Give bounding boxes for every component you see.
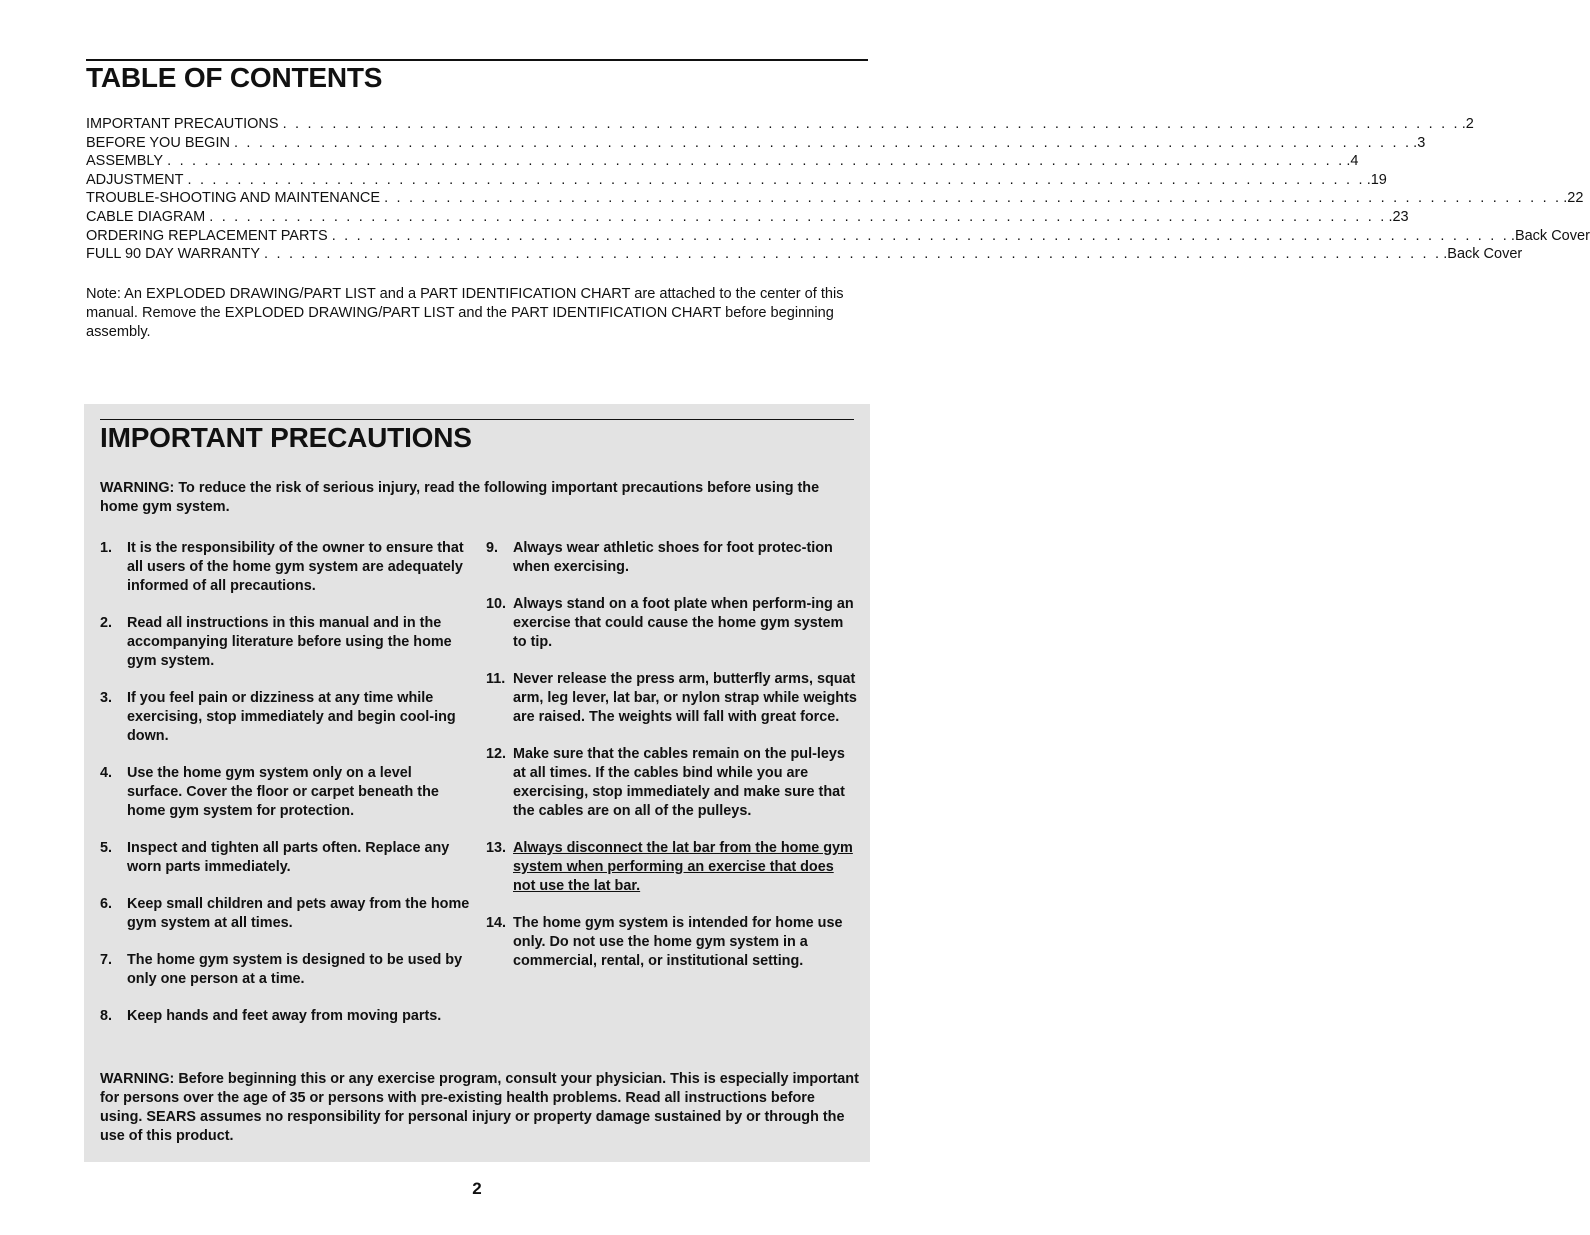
precaution-item bbox=[100, 764, 470, 821]
precaution-number: 6. bbox=[100, 896, 113, 912]
toc-entry bbox=[86, 116, 1474, 135]
toc-leader-dots: . . . . . . . . . . . . . . . . . . . . . . . . . . . . . . . . . . . . . . . . . . . . . . . . . . . . . . . . . . . . . . . . . . . . . . . . . . . . . . . . . . . . . . . . . . . . . . . bbox=[233, 134, 1412, 151]
precaution-text: Always stand on a foot plate when perform-ing an exercise that could cause the home gym system to tip. bbox=[513, 596, 854, 650]
toc-leader-dots: . . . . . . . . . . . . . . . . . . . . . . . . . . . . . . . . . . . . . . . . . . . . . . . . . . . . . . . . . . . . . . . . . . . . . . . . . . . . . . . . . . . . . . . . . . . . . . . bbox=[209, 208, 1387, 225]
precaution-text: Inspect and tighten all parts often. Replace any worn parts immediately. bbox=[127, 840, 450, 875]
precaution-item bbox=[100, 895, 470, 933]
toc-entry-page: .19 bbox=[1366, 171, 1387, 188]
toc-entry-page: .4 bbox=[1346, 153, 1359, 170]
precaution-item bbox=[100, 539, 470, 596]
page-number: 2 bbox=[472, 1179, 482, 1198]
toc-entry-label: TROUBLE-SHOOTING AND MAINTENANCE bbox=[86, 190, 381, 207]
precaution-number: 9. bbox=[486, 540, 499, 556]
precaution-item bbox=[100, 951, 470, 989]
precaution-item bbox=[486, 595, 858, 652]
precaution-number: 12. bbox=[486, 746, 507, 762]
toc-entry-label: FULL 90 DAY WARRANTY bbox=[86, 246, 261, 263]
precaution-text: Always wear athletic shoes for foot protec-tion when exercising. bbox=[513, 540, 833, 575]
precaution-number: 8. bbox=[100, 1008, 113, 1024]
precaution-item bbox=[100, 839, 470, 877]
toc-entry-page: .23 bbox=[1388, 208, 1409, 225]
precaution-item bbox=[486, 539, 858, 577]
toc-list bbox=[86, 116, 1590, 265]
precaution-text: Never release the press arm, butterfly arms, squat arm, leg lever, lat bar, or nylon strap while weights are raised. The weights will fall with great force. bbox=[513, 671, 857, 725]
precaution-number: 14. bbox=[486, 915, 507, 931]
precaution-number: 10. bbox=[486, 596, 507, 612]
precaution-number: 2. bbox=[100, 615, 113, 631]
precaution-number: 4. bbox=[100, 765, 113, 781]
precaution-item bbox=[486, 914, 858, 971]
toc-entry bbox=[86, 208, 1409, 228]
precautions-panel bbox=[84, 404, 870, 1162]
precaution-text: Keep hands and feet away from moving parts. bbox=[127, 1008, 442, 1024]
toc-entry-page: .2 bbox=[1461, 116, 1474, 132]
precaution-text: If you feel pain or dizziness at any time while exercising, stop immediately and begin cool-ing down. bbox=[127, 690, 456, 744]
toc-leader-dots: . . . . . . . . . . . . . . . . . . . . . . . . . . . . . . . . . . . . . . . . . . . . . . . . . . . . . . . . . . . . . . . . . . . . . . . . . . . . . . . . . . . . . . . . . . . . . . . bbox=[331, 227, 1509, 244]
precaution-number: 7. bbox=[100, 952, 113, 968]
toc-entry-label: ASSEMBLY bbox=[86, 153, 164, 170]
toc-entry-page: .22 bbox=[1563, 190, 1584, 207]
precaution-number: 13. bbox=[486, 840, 507, 856]
precaution-item bbox=[100, 689, 470, 746]
precautions-rule bbox=[100, 419, 854, 420]
precaution-text: The home gym system is intended for home use only. Do not use the home gym system in a commercial, rental, or institutional setting. bbox=[513, 915, 843, 969]
precaution-item bbox=[100, 1007, 470, 1026]
precautions-title: IMPORTANT PRECAUTIONS bbox=[100, 422, 472, 453]
warning-intro: WARNING: To reduce the risk of serious injury, read the following important precautions before using the home gym system. bbox=[100, 480, 820, 515]
toc-entry-label: ORDERING REPLACEMENT PARTS bbox=[86, 227, 328, 244]
toc-entry-page: .Back Cover bbox=[1510, 227, 1590, 244]
toc-entry bbox=[86, 227, 1590, 247]
toc-entry-label: ADJUSTMENT bbox=[86, 171, 184, 188]
precaution-text: The home gym system is designed to be used by only one person at a time. bbox=[127, 952, 463, 987]
toc-entry-label: IMPORTANT PRECAUTIONS bbox=[86, 116, 279, 132]
precaution-text: Keep small children and pets away from the home gym system at all times. bbox=[127, 896, 470, 931]
toc-entry-label: BEFORE YOU BEGIN bbox=[86, 134, 230, 151]
precaution-item bbox=[486, 670, 858, 727]
toc-title: TABLE OF CONTENTS bbox=[86, 62, 383, 93]
top-rule bbox=[86, 59, 868, 61]
toc-entry-label: CABLE DIAGRAM bbox=[86, 208, 206, 225]
precaution-number: 1. bbox=[100, 540, 113, 556]
precautions-left-column bbox=[100, 539, 470, 1044]
precaution-text: Use the home gym system only on a level surface. Cover the floor or carpet beneath the home gym system for protection. bbox=[127, 765, 439, 819]
toc-entry bbox=[86, 153, 1359, 172]
toc-entry bbox=[86, 246, 1523, 265]
precaution-text: Read all instructions in this manual and in the accompanying literature before using the home gym system. bbox=[127, 615, 452, 669]
toc-leader-dots: . . . . . . . . . . . . . . . . . . . . . . . . . . . . . . . . . . . . . . . . . . . . . . . . . . . . . . . . . . . . . . . . . . . . . . . . . . . . . . . . . . . . . . . . . . . . . . . bbox=[187, 171, 1365, 188]
precaution-text: Make sure that the cables remain on the pul-leys at all times. If the cables bind while you are exercising, stop immediately and make sure that the cables are on all of the pulleys. bbox=[513, 746, 845, 819]
toc-entry-page: .Back Cover bbox=[1443, 246, 1523, 263]
toc-note: Note: An EXPLODED DRAWING/PART LIST and a PART IDENTIFICATION CHART are attached to the center of this manual. Remove the EXPLODED DRAWING/PART LIST and the PART IDENTIFICATION CHART before beginning assembly. bbox=[86, 286, 844, 340]
precaution-text: It is the responsibility of the owner to ensure that all users of the home gym system are adequately informed of all precautions. bbox=[127, 540, 464, 594]
precaution-number: 5. bbox=[100, 840, 113, 856]
warning-closing: WARNING: Before beginning this or any exercise program, consult your physician. This is especially important for persons over the age of 35 or persons with pre-existing health problems. Read all instructions before using. SEARS assumes no responsibility for personal injury or property damage sustained by or through the use of this product. bbox=[100, 1071, 859, 1144]
toc-entry bbox=[86, 171, 1387, 191]
toc-leader-dots: . . . . . . . . . . . . . . . . . . . . . . . . . . . . . . . . . . . . . . . . . . . . . . . . . . . . . . . . . . . . . . . . . . . . . . . . . . . . . . . . . . . . . . . . . . . . . . . bbox=[384, 190, 1562, 207]
toc-entry-page: .3 bbox=[1413, 134, 1426, 151]
toc-leader-dots: . . . . . . . . . . . . . . . . . . . . . . . . . . . . . . . . . . . . . . . . . . . . . . . . . . . . . . . . . . . . . . . . . . . . . . . . . . . . . . . . . . . . . . . . . . . . . . . bbox=[282, 116, 1460, 132]
toc-entry bbox=[86, 134, 1426, 154]
precaution-item bbox=[486, 745, 858, 821]
precaution-item bbox=[486, 839, 858, 896]
precaution-number: 11. bbox=[486, 671, 506, 687]
precautions-right-column bbox=[486, 539, 858, 989]
precaution-number: 3. bbox=[100, 690, 113, 706]
toc-entry bbox=[86, 190, 1584, 209]
precaution-item bbox=[100, 614, 470, 671]
toc-leader-dots: . . . . . . . . . . . . . . . . . . . . . . . . . . . . . . . . . . . . . . . . . . . . . . . . . . . . . . . . . . . . . . . . . . . . . . . . . . . . . . . . . . . . . . . . . . . . . . . bbox=[264, 246, 1442, 263]
precaution-text: Always disconnect the lat bar from the home gym system when performing an exercise that does not use the lat bar. bbox=[513, 840, 853, 894]
toc-leader-dots: . . . . . . . . . . . . . . . . . . . . . . . . . . . . . . . . . . . . . . . . . . . . . . . . . . . . . . . . . . . . . . . . . . . . . . . . . . . . . . . . . . . . . . . . . . . . . . . bbox=[167, 153, 1345, 170]
